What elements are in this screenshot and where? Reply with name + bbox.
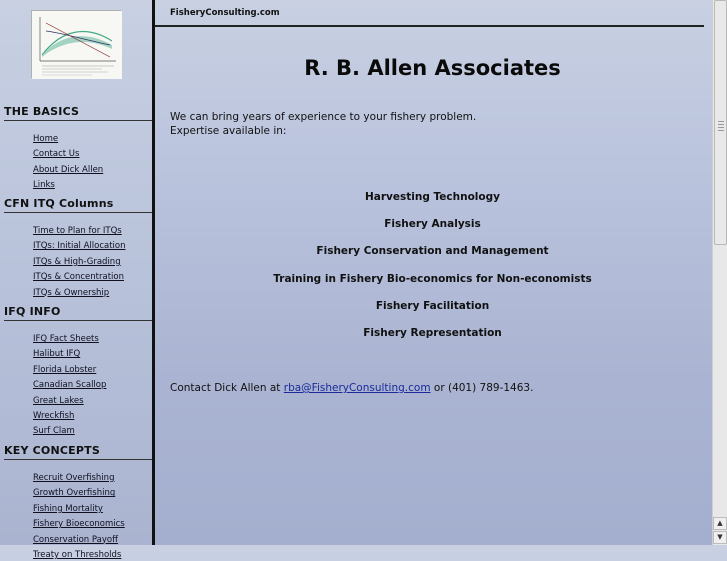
nav-link-halibut-ifq[interactable]: Halibut IFQ	[33, 349, 81, 360]
nav-list	[4, 326, 152, 437]
intro-line: Expertise available in:	[170, 125, 287, 137]
nav-link-high-grading[interactable]: ITQs & High-Grading	[33, 256, 121, 267]
sidebar	[0, 0, 152, 560]
nav-list	[4, 126, 152, 191]
nav-list	[4, 218, 152, 298]
nav-link-great-lakes[interactable]: Great Lakes	[33, 395, 84, 406]
nav-link-treaty-on-thresholds[interactable]: Treaty on Thresholds	[33, 549, 122, 560]
expertise-item: Harvesting Technology	[365, 191, 500, 203]
contact-email-link[interactable]: rba@FisheryConsulting.com	[283, 382, 431, 394]
scroll-up-arrow-icon[interactable]: ▲	[713, 517, 727, 530]
nav-link-surf-clam[interactable]: Surf Clam	[33, 426, 75, 437]
nav-link-fishery-bioeconomics[interactable]: Fishery Bioeconomics	[33, 519, 125, 530]
expertise-item: Training in Fishery Bio-economics for Non-economists	[273, 272, 592, 285]
intro-text	[170, 110, 476, 138]
section-title: THE BASICS	[4, 105, 152, 121]
section-ifq-info	[4, 305, 152, 437]
section-title: IFQ INFO	[4, 305, 152, 321]
nav-link-home[interactable]: Home	[33, 134, 59, 144]
nav-link-fishing-mortality[interactable]: Fishing Mortality	[33, 503, 103, 514]
intro-line: We can bring years of experience to your fishery problem.	[170, 111, 477, 123]
expertise-item: Fishery Analysis	[384, 218, 481, 231]
contact-suffix: or (401) 789-1463.	[433, 382, 534, 394]
nav-link-time-to-plan[interactable]: Time to Plan for ITQs	[33, 226, 122, 236]
site-name: FisheryConsulting.com	[170, 8, 280, 18]
nav-link-concentration[interactable]: ITQs & Concentration	[33, 272, 124, 283]
page-title: R. B. Allen Associates	[304, 56, 561, 80]
nav-list	[4, 465, 152, 560]
header-rule	[155, 25, 704, 27]
section-title: CFN ITQ Columns	[4, 197, 152, 213]
nav-link-ownership[interactable]: ITQs & Ownership	[33, 287, 110, 298]
contact-prefix: Contact Dick Allen at	[170, 382, 281, 394]
nav-link-contact-us[interactable]: Contact Us	[33, 149, 80, 160]
nav-link-links[interactable]: Links	[33, 180, 55, 191]
bioeconomic-chart-icon	[32, 11, 122, 79]
nav-link-wreckfish[interactable]: Wreckfish	[33, 410, 75, 421]
expertise-item: Fishery Representation	[363, 326, 502, 339]
vertical-scrollbar[interactable]	[712, 0, 727, 545]
nav-link-conservation-payoff[interactable]: Conservation Payoff	[33, 534, 118, 545]
nav-link-canadian-scallop[interactable]: Canadian Scallop	[33, 380, 107, 391]
logo-chart-image[interactable]	[31, 10, 121, 78]
nav-link-florida-lobster[interactable]: Florida Lobster	[33, 364, 97, 375]
nav-link-about-dick-allen[interactable]: About Dick Allen	[33, 164, 104, 175]
nav-link-ifq-fact-sheets[interactable]: IFQ Fact Sheets	[33, 334, 99, 344]
nav-link-growth-overfishing[interactable]: Growth Overfishing	[33, 488, 116, 499]
section-key-concepts	[4, 444, 152, 560]
expertise-item: Fishery Conservation and Management	[316, 245, 549, 258]
section-title: KEY CONCEPTS	[4, 444, 152, 460]
contact-line	[170, 382, 533, 394]
expertise-item: Fishery Facilitation	[375, 299, 490, 312]
nav-link-initial-allocation[interactable]: ITQs: Initial Allocation	[33, 241, 126, 252]
section-the-basics	[4, 105, 152, 191]
scroll-down-arrow-icon[interactable]: ▼	[713, 531, 727, 544]
nav-link-recruit-overfishing[interactable]: Recruit Overfishing	[33, 473, 115, 483]
expertise-list	[155, 191, 710, 354]
section-cfn-itq-columns	[4, 197, 152, 298]
scrollbar-thumb[interactable]	[714, 0, 727, 245]
